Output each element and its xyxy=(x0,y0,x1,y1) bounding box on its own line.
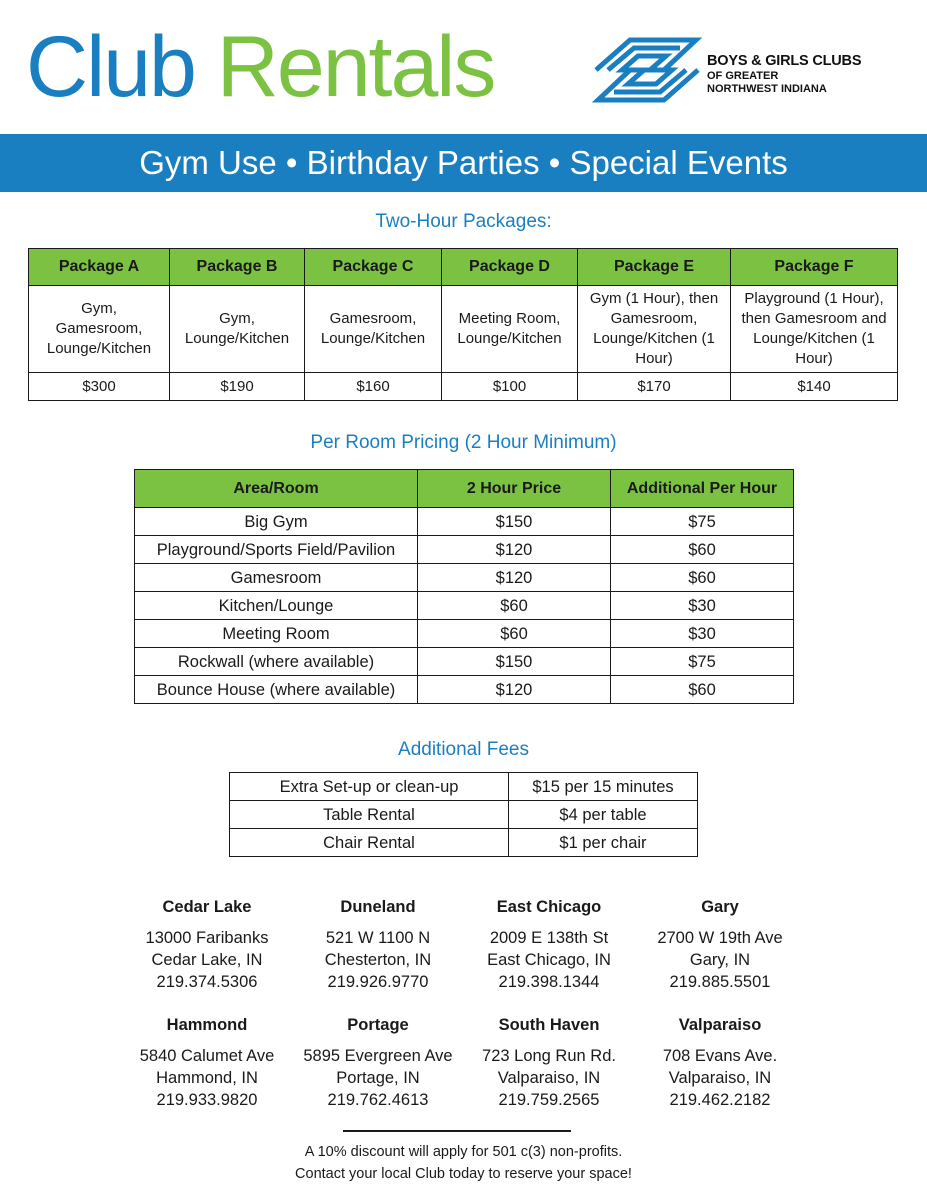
additional-fees-table xyxy=(229,772,698,857)
location-address-line2: Valparaiso, IN xyxy=(668,1069,772,1087)
location-address-line1: 521 W 1100 N xyxy=(325,929,431,947)
package-a-desc: Gym, Gamesroom, Lounge/Kitchen xyxy=(29,286,170,373)
location-phone: 219.374.5306 xyxy=(156,973,258,991)
location-address-line2: East Chicago, IN xyxy=(487,951,611,969)
room-additional-hour-price: $60 xyxy=(611,564,794,592)
location-phone: 219.462.2182 xyxy=(669,1091,771,1109)
location-phone: 219.759.2565 xyxy=(498,1091,600,1109)
location-address-line1: 723 Long Run Rd. xyxy=(482,1047,616,1065)
room-two-hour-price: $120 xyxy=(418,536,611,564)
title-word-rentals: Rentals xyxy=(216,19,495,115)
location-name: Cedar Lake xyxy=(162,898,252,916)
location-address-line2: Valparaiso, IN xyxy=(497,1069,601,1087)
room-additional-hour-price: $60 xyxy=(611,536,794,564)
location-valparaiso xyxy=(625,1015,815,1111)
discount-note: A 10% discount will apply for 501 c(3) non-profits. xyxy=(304,1144,623,1160)
room-name: Rockwall (where available) xyxy=(135,648,418,676)
fee-amount: $1 per chair xyxy=(509,829,698,857)
footer-divider xyxy=(343,1130,571,1132)
location-address-line2: Portage, IN xyxy=(336,1069,420,1087)
room-pricing-heading: Per Room Pricing (2 Hour Minimum) xyxy=(310,432,617,453)
fee-name: Extra Set-up or clean-up xyxy=(230,773,509,801)
packages-description-row xyxy=(29,286,898,373)
room-two-hour-price: $60 xyxy=(418,592,611,620)
location-address-line1: 5840 Calumet Ave xyxy=(139,1047,275,1065)
room-additional-hour-price: $30 xyxy=(611,620,794,648)
package-d-price: $100 xyxy=(442,373,578,401)
location-name: Gary xyxy=(701,898,739,916)
package-b-price: $190 xyxy=(170,373,305,401)
location-name: Hammond xyxy=(166,1016,248,1034)
location-address-line2: Hammond, IN xyxy=(156,1069,258,1087)
logo-text-line3: NORTHWEST INDIANA xyxy=(707,83,827,95)
package-e-price: $170 xyxy=(578,373,731,401)
room-pricing-header-row xyxy=(135,470,794,508)
location-name: Duneland xyxy=(340,898,416,916)
package-b-desc: Gym, Lounge/Kitchen xyxy=(170,286,305,373)
table-row xyxy=(135,648,794,676)
room-two-hour-price: $120 xyxy=(418,676,611,704)
location-east-chicago xyxy=(454,897,644,993)
room-name: Kitchen/Lounge xyxy=(135,592,418,620)
packages-table xyxy=(28,248,898,401)
title-word-club: Club xyxy=(26,19,195,115)
package-f-header: Package F xyxy=(731,249,898,286)
location-address-line2: Gary, IN xyxy=(689,951,751,969)
location-phone: 219.762.4613 xyxy=(327,1091,429,1109)
bgc-hands-logo-icon xyxy=(592,36,702,106)
location-phone: 219.885.5501 xyxy=(669,973,771,991)
logo-text-line1: BOYS & GIRLS CLUBS xyxy=(707,53,862,69)
room-additional-hour-price: $30 xyxy=(611,592,794,620)
package-e-desc: Gym (1 Hour), then Gamesroom, Lounge/Kitchen (1 Hour) xyxy=(578,286,731,373)
room-name: Playground/Sports Field/Pavilion xyxy=(135,536,418,564)
room-additional-hour-price: $75 xyxy=(611,508,794,536)
location-address-line1: 2009 E 138th St xyxy=(489,929,609,947)
table-row xyxy=(230,773,698,801)
location-hammond xyxy=(112,1015,302,1111)
room-additional-hour-price: $60 xyxy=(611,676,794,704)
area-room-header: Area/Room xyxy=(135,470,418,508)
location-address-line1: 708 Evans Ave. xyxy=(662,1047,778,1065)
room-two-hour-price: $60 xyxy=(418,620,611,648)
room-name: Bounce House (where available) xyxy=(135,676,418,704)
location-phone: 219.926.9770 xyxy=(327,973,429,991)
packages-price-row xyxy=(29,373,898,401)
table-row xyxy=(135,592,794,620)
room-two-hour-price: $150 xyxy=(418,508,611,536)
additional-fees-heading: Additional Fees xyxy=(398,739,529,760)
location-name: South Haven xyxy=(498,1016,600,1034)
package-f-price: $140 xyxy=(731,373,898,401)
contact-note: Contact your local Club today to reserve your space! xyxy=(295,1166,632,1182)
location-gary xyxy=(625,897,815,993)
location-address-line1: 5895 Evergreen Ave xyxy=(303,1047,453,1065)
location-phone: 219.933.9820 xyxy=(156,1091,258,1109)
package-a-header: Package A xyxy=(29,249,170,286)
location-address-line1: 2700 W 19th Ave xyxy=(657,929,783,947)
fee-name: Chair Rental xyxy=(230,829,509,857)
table-row xyxy=(135,620,794,648)
two-hour-price-header: 2 Hour Price xyxy=(418,470,611,508)
fee-amount: $15 per 15 minutes xyxy=(509,773,698,801)
packages-header-row xyxy=(29,249,898,286)
location-portage xyxy=(283,1015,473,1111)
tagline-banner: Gym Use • Birthday Parties • Special Events xyxy=(0,134,927,192)
table-row xyxy=(135,508,794,536)
table-row xyxy=(135,676,794,704)
package-c-desc: Gamesroom, Lounge/Kitchen xyxy=(305,286,442,373)
packages-heading: Two-Hour Packages: xyxy=(375,211,552,232)
package-a-price: $300 xyxy=(29,373,170,401)
package-e-header: Package E xyxy=(578,249,731,286)
additional-per-hour-header: Additional Per Hour xyxy=(611,470,794,508)
room-pricing-table xyxy=(134,469,794,704)
location-duneland xyxy=(283,897,473,993)
table-row xyxy=(135,564,794,592)
table-row xyxy=(230,801,698,829)
location-address-line2: Cedar Lake, IN xyxy=(151,951,263,969)
package-c-price: $160 xyxy=(305,373,442,401)
location-name: Portage xyxy=(347,1016,409,1034)
table-row xyxy=(230,829,698,857)
location-name: Valparaiso xyxy=(678,1016,762,1034)
fee-name: Table Rental xyxy=(230,801,509,829)
table-row xyxy=(135,536,794,564)
package-d-header: Package D xyxy=(442,249,578,286)
package-f-desc: Playground (1 Hour), then Gamesroom and Lounge/Kitchen (1 Hour) xyxy=(731,286,898,373)
fee-amount: $4 per table xyxy=(509,801,698,829)
room-two-hour-price: $150 xyxy=(418,648,611,676)
package-b-header: Package B xyxy=(170,249,305,286)
location-address-line1: 13000 Faribanks xyxy=(145,929,269,947)
room-name: Meeting Room xyxy=(135,620,418,648)
location-phone: 219.398.1344 xyxy=(498,973,600,991)
package-d-desc: Meeting Room, Lounge/Kitchen xyxy=(442,286,578,373)
room-additional-hour-price: $75 xyxy=(611,648,794,676)
bgc-logo xyxy=(592,36,912,106)
location-name: East Chicago xyxy=(496,898,602,916)
location-cedar-lake xyxy=(112,897,302,993)
room-two-hour-price: $120 xyxy=(418,564,611,592)
package-c-header: Package C xyxy=(305,249,442,286)
location-south-haven xyxy=(454,1015,644,1111)
room-name: Gamesroom xyxy=(135,564,418,592)
page-title xyxy=(26,20,494,115)
room-name: Big Gym xyxy=(135,508,418,536)
location-address-line2: Chesterton, IN xyxy=(324,951,432,969)
logo-text-line2: OF GREATER xyxy=(707,70,779,82)
